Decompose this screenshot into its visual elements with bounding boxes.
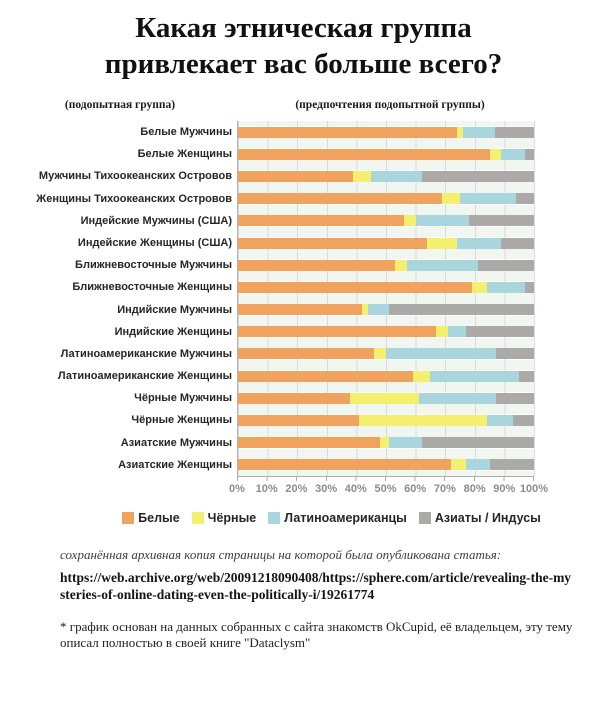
- category-label: Индийские Женщины: [114, 325, 232, 338]
- bar-segment-black: [413, 371, 431, 382]
- bar-segment-black: [472, 282, 487, 293]
- subtitle-subject-group: (подопытная группа): [64, 99, 176, 111]
- x-axis-labels: [229, 483, 549, 498]
- x-axis-tick-label: 100%: [519, 483, 549, 495]
- category-label: Чёрные Женщины: [131, 414, 232, 427]
- bar-segment-black: [353, 171, 371, 182]
- bar-segment-latino: [416, 215, 469, 226]
- stacked-bar: [238, 127, 534, 138]
- bar-segment-white: [238, 437, 380, 448]
- stacked-bar-chart: [0, 121, 607, 498]
- legend-swatch-latino: [268, 512, 280, 524]
- legend-label: Латиноамериканцы: [284, 511, 407, 525]
- bar-segment-white: [238, 415, 359, 426]
- bar-segment-black: [374, 348, 386, 359]
- chart-row: [0, 409, 607, 431]
- bar-segment-black: [442, 193, 460, 204]
- row-plot: [237, 232, 535, 254]
- row-plot: [237, 409, 535, 431]
- stacked-bar: [238, 371, 534, 382]
- bar-segment-latino: [487, 282, 525, 293]
- bar-segment-latino: [419, 393, 496, 404]
- category-label: Женщины Тихоокеанских Островов: [36, 192, 232, 205]
- bar-segment-white: [238, 393, 350, 404]
- archive-url: https://web.archive.org/web/20091218090408/https://sphere.com/article/revealing-the-mysteries-of-online-dating-even-the-politically-i/19261774: [60, 570, 572, 602]
- bar-segment-white: [238, 282, 472, 293]
- row-plot: [237, 365, 535, 387]
- bar-segment-asian-indian: [496, 348, 534, 359]
- bar-segment-white: [238, 149, 490, 160]
- category-label: Ближневосточные Женщины: [72, 281, 232, 294]
- bar-segment-white: [238, 304, 362, 315]
- category-label: Индийские Мужчины: [117, 303, 232, 316]
- category-label: Чёрные Мужчины: [134, 392, 232, 405]
- stacked-bar: [238, 282, 534, 293]
- x-axis-tick-label: 60%: [404, 483, 427, 495]
- bar-segment-black: [436, 326, 448, 337]
- bar-segment-asian-indian: [501, 238, 534, 249]
- chart-row: [0, 321, 607, 343]
- bar-segment-white: [238, 326, 436, 337]
- chart-row: [0, 165, 607, 187]
- chart-legend: [28, 511, 607, 525]
- legend-label: Азиаты / Индусы: [434, 511, 541, 525]
- bar-segment-asian-indian: [516, 193, 534, 204]
- x-axis-tick-label: 70%: [433, 483, 456, 495]
- bar-segment-latino: [430, 371, 519, 382]
- row-plot: [237, 299, 535, 321]
- bar-segment-asian-indian: [519, 371, 534, 382]
- bar-segment-asian-indian: [389, 304, 534, 315]
- bar-segment-asian-indian: [422, 171, 534, 182]
- chart-row: [0, 143, 607, 165]
- bar-segment-white: [238, 238, 427, 249]
- stacked-bar: [238, 171, 534, 182]
- bar-segment-asian-indian: [495, 127, 533, 138]
- bar-segment-asian-indian: [478, 260, 534, 271]
- legend-swatch-black: [192, 512, 204, 524]
- category-label: Белые Женщины: [137, 148, 232, 161]
- bar-segment-black: [350, 393, 418, 404]
- footer: [60, 547, 580, 651]
- bar-segment-latino: [448, 326, 466, 337]
- chart-row: [0, 365, 607, 387]
- x-axis-line: [237, 476, 534, 481]
- stacked-bar: [238, 193, 534, 204]
- category-label: Ближневосточные Мужчины: [75, 259, 232, 272]
- stacked-bar: [238, 326, 534, 337]
- stacked-bar: [238, 393, 534, 404]
- stacked-bar: [238, 215, 534, 226]
- stacked-bar: [238, 238, 534, 249]
- stacked-bar: [238, 260, 534, 271]
- bar-segment-black: [404, 215, 416, 226]
- row-plot: [237, 254, 535, 276]
- row-plot: [237, 165, 535, 187]
- category-label: Белые Мужчины: [140, 126, 232, 138]
- bar-segment-asian-indian: [490, 459, 534, 470]
- chart-row: [0, 299, 607, 321]
- bar-segment-black: [427, 238, 457, 249]
- chart-row: [0, 121, 607, 143]
- legend-item-asian-indian: [419, 511, 541, 525]
- bar-segment-latino: [460, 193, 516, 204]
- stacked-bar: [238, 304, 534, 315]
- category-label: Азиатские Мужчины: [120, 436, 232, 449]
- bar-segment-white: [238, 215, 404, 226]
- subtitle-row: [0, 99, 607, 111]
- bar-segment-white: [238, 193, 442, 204]
- bar-segment-white: [238, 127, 457, 138]
- category-label: Латиноамериканские Женщины: [57, 370, 232, 383]
- bar-segment-black: [359, 415, 486, 426]
- legend-item-white: [122, 511, 180, 525]
- chart-title-line1: Какая этническая группа: [135, 12, 472, 44]
- stacked-bar: [238, 415, 534, 426]
- stacked-bar: [238, 348, 534, 359]
- category-label: Азиатские Женщины: [118, 458, 232, 471]
- category-label: Индейские Мужчины (США): [80, 214, 232, 227]
- bar-segment-latino: [487, 415, 514, 426]
- row-plot: [237, 210, 535, 232]
- x-axis-tick-label: 20%: [285, 483, 308, 495]
- legend-swatch-asian-indian: [419, 512, 431, 524]
- chart-rows: [0, 121, 607, 476]
- row-plot: [237, 121, 535, 143]
- bar-segment-asian-indian: [466, 326, 534, 337]
- legend-swatch-white: [122, 512, 134, 524]
- bar-segment-black: [451, 459, 466, 470]
- bar-segment-latino: [386, 348, 496, 359]
- x-axis-tick-label: 80%: [463, 483, 486, 495]
- bar-segment-latino: [457, 238, 501, 249]
- bar-segment-latino: [371, 171, 421, 182]
- bar-segment-black: [380, 437, 389, 448]
- stacked-bar: [238, 459, 534, 470]
- bar-segment-white: [238, 348, 374, 359]
- bar-segment-latino: [407, 260, 478, 271]
- bar-segment-asian-indian: [469, 215, 534, 226]
- bar-segment-latino: [463, 127, 496, 138]
- x-axis-tick-label: 30%: [315, 483, 338, 495]
- chart-row: [0, 188, 607, 210]
- legend-label: Белые: [138, 511, 180, 525]
- chart-row: [0, 276, 607, 298]
- row-plot: [237, 188, 535, 210]
- row-plot: [237, 321, 535, 343]
- row-plot: [237, 432, 535, 454]
- category-label: Мужчины Тихоокеанских Островов: [38, 170, 232, 183]
- chart-row: [0, 432, 607, 454]
- bar-segment-latino: [368, 304, 389, 315]
- chart-row: [0, 454, 607, 476]
- bar-segment-black: [395, 260, 407, 271]
- bar-segment-black: [490, 149, 502, 160]
- chart-title-line2: привлекает вас больше всего?: [104, 48, 503, 80]
- category-label: Латиноамериканские Мужчины: [60, 347, 232, 360]
- row-plot: [237, 143, 535, 165]
- page: [0, 10, 607, 711]
- row-plot: [237, 276, 535, 298]
- x-axis-tick-label: 50%: [374, 483, 397, 495]
- x-axis-tick-label: 90%: [493, 483, 516, 495]
- stacked-bar: [238, 149, 534, 160]
- stacked-bar: [238, 437, 534, 448]
- bar-segment-latino: [501, 149, 525, 160]
- source-footnote: * график основан на данных собранных с сайта знакомств OkCupid, её владельцем, эту тему описал полностью в своей книге "Dataclysm": [60, 619, 573, 650]
- bar-segment-asian-indian: [513, 415, 534, 426]
- bar-segment-white: [238, 171, 353, 182]
- chart-row: [0, 343, 607, 365]
- bar-segment-white: [238, 459, 451, 470]
- row-plot: [237, 343, 535, 365]
- bar-segment-asian-indian: [525, 282, 534, 293]
- bar-segment-asian-indian: [422, 437, 534, 448]
- x-axis-tick-label: 0%: [229, 483, 245, 495]
- row-plot: [237, 387, 535, 409]
- bar-segment-asian-indian: [525, 149, 534, 160]
- row-plot: [237, 454, 535, 476]
- chart-row: [0, 254, 607, 276]
- legend-label: Чёрные: [207, 511, 257, 525]
- bar-segment-latino: [466, 459, 490, 470]
- legend-item-black: [192, 511, 257, 525]
- category-label: Индейские Женщины (США): [77, 236, 232, 249]
- subtitle-preferences: (предпочтения подопытной группы): [295, 99, 485, 111]
- chart-row: [0, 232, 607, 254]
- bar-segment-asian-indian: [496, 393, 534, 404]
- chart-row: [0, 387, 607, 409]
- chart-title: [0, 10, 607, 82]
- archive-note: сохранённая архивная копия страницы на которой была опубликована статья:: [60, 547, 502, 562]
- bar-segment-white: [238, 260, 395, 271]
- bar-segment-white: [238, 371, 413, 382]
- x-axis-tick-label: 40%: [344, 483, 367, 495]
- bar-segment-latino: [389, 437, 422, 448]
- x-axis-tick-label: 10%: [255, 483, 278, 495]
- chart-row: [0, 210, 607, 232]
- legend-item-latino: [268, 511, 407, 525]
